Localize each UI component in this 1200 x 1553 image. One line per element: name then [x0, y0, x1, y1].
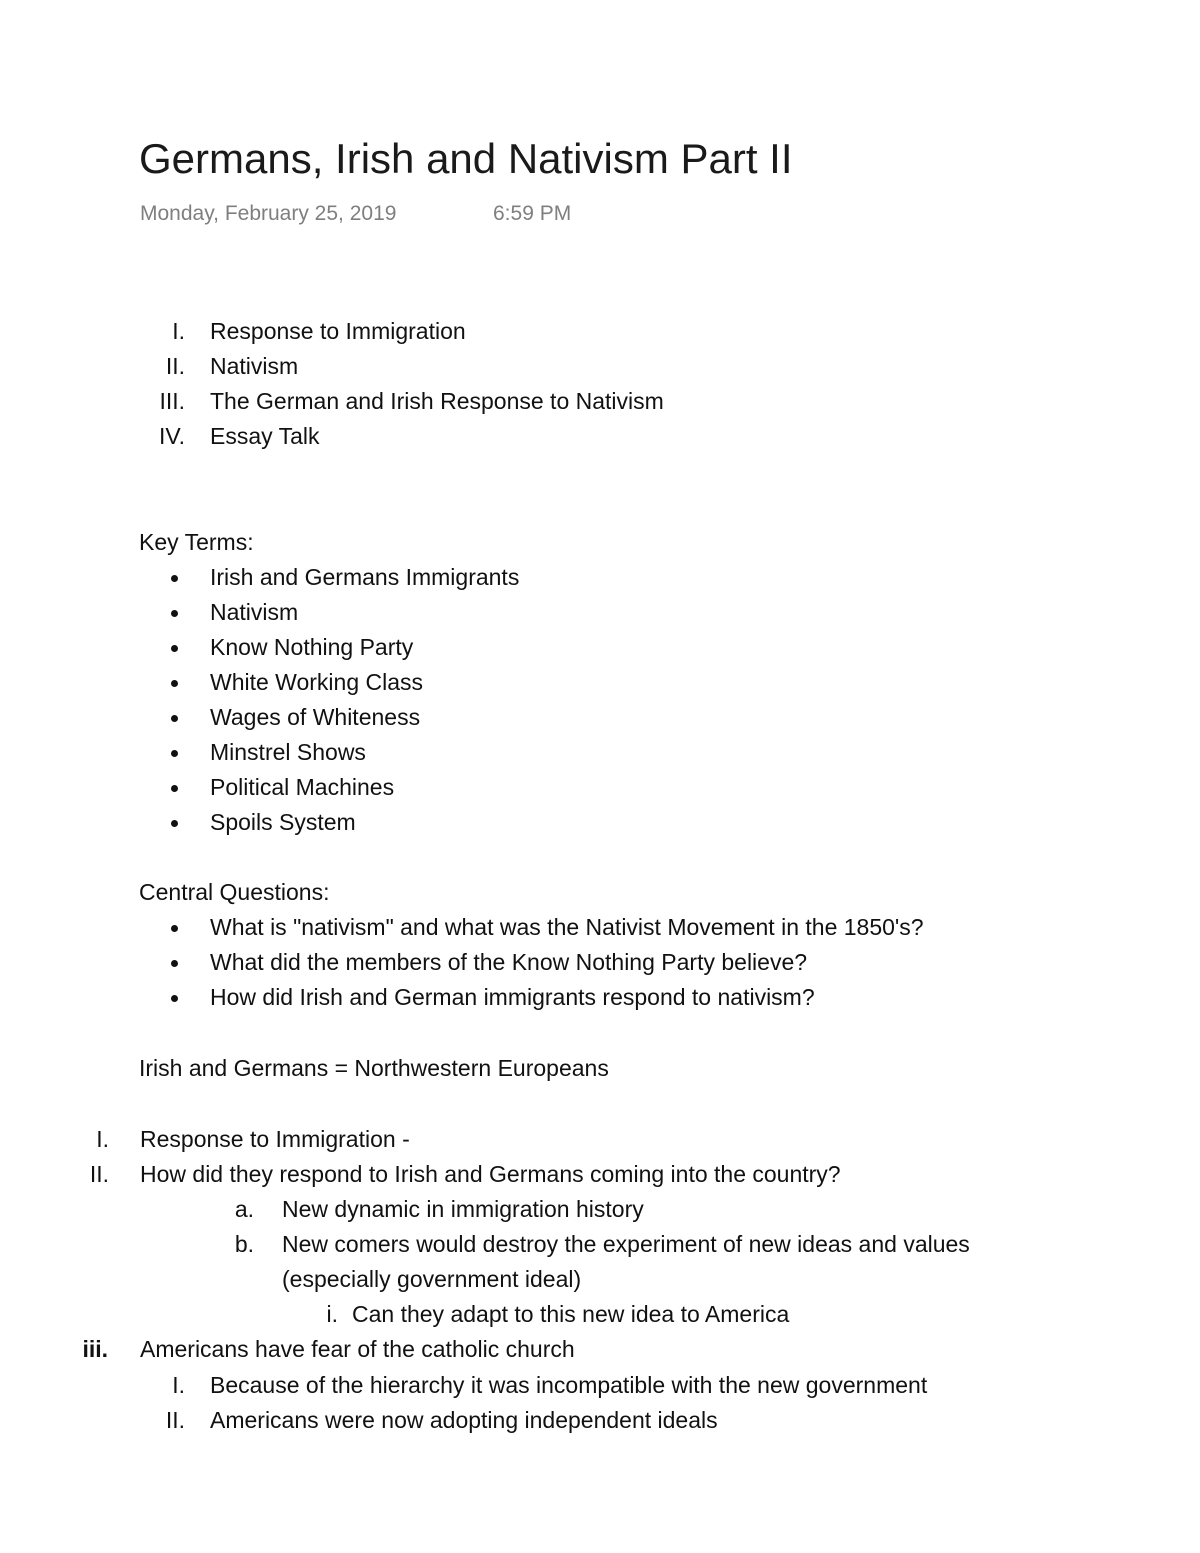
key-term-text: Wages of Whiteness: [210, 704, 421, 730]
key-term-text: Know Nothing Party: [210, 634, 414, 660]
note-marker: i.: [326, 1301, 338, 1327]
note-marker: a.: [234, 1196, 254, 1222]
question-text: What is "nativism" and what was the Nativist Movement in the 1850's?: [210, 914, 924, 940]
outline-text: Response to Immigration: [210, 318, 466, 344]
outline-marker: IV.: [158, 423, 185, 449]
page-date: Monday, February 25, 2019: [140, 202, 397, 225]
key-term-text: Minstrel Shows: [210, 739, 366, 765]
bullet-icon: [171, 820, 178, 827]
key-term-text: Irish and Germans Immigrants: [210, 564, 520, 590]
bullet-icon: [171, 750, 178, 757]
summary-line: Irish and Germans = Northwestern Europeans: [139, 1055, 609, 1081]
note-text: Response to Immigration -: [140, 1126, 410, 1152]
note-text: How did they respond to Irish and Germans coming into the country?: [140, 1161, 841, 1187]
bullet-icon: [171, 645, 178, 652]
note-marker: b.: [234, 1231, 254, 1257]
note-text: New dynamic in immigration history: [282, 1196, 644, 1222]
key-term-text: Political Machines: [210, 774, 395, 800]
note-marker: I.: [96, 1126, 109, 1152]
outline-marker: III.: [159, 388, 185, 414]
note-marker: II.: [165, 1407, 185, 1433]
central-questions-heading: Central Questions:: [139, 879, 330, 905]
bullet-icon: [171, 575, 178, 582]
key-term-text: Nativism: [210, 599, 299, 625]
question-text: What did the members of the Know Nothing Party believe?: [210, 949, 808, 975]
bullet-icon: [171, 925, 178, 932]
note-marker: II.: [89, 1161, 109, 1187]
outline-marker: I.: [172, 318, 185, 344]
key-term-text: White Working Class: [210, 669, 424, 695]
bullet-icon: [171, 960, 178, 967]
outline-text: Essay Talk: [210, 423, 320, 449]
page-time: 6:59 PM: [493, 202, 572, 225]
key-term-text: Spoils System: [210, 809, 356, 835]
note-text-continuation: (especially government ideal): [282, 1266, 582, 1292]
bullet-icon: [171, 680, 178, 687]
bullet-icon: [171, 785, 178, 792]
question-text: How did Irish and German immigrants respond to nativism?: [210, 984, 815, 1010]
page-title: Germans, Irish and Nativism Part II: [139, 135, 793, 182]
outline-text: Nativism: [210, 353, 299, 379]
note-text: Americans were now adopting independent ideals: [210, 1407, 718, 1433]
note-text: Because of the hierarchy it was incompatible with the new government: [210, 1372, 928, 1398]
note-text: Can they adapt to this new idea to America: [352, 1301, 790, 1327]
note-marker: I.: [172, 1372, 185, 1398]
note-marker: iii.: [82, 1336, 108, 1362]
bullet-icon: [171, 995, 178, 1002]
outline-marker: II.: [165, 353, 185, 379]
key-terms-heading: Key Terms:: [139, 529, 254, 555]
bullet-icon: [171, 610, 178, 617]
bullet-icon: [171, 715, 178, 722]
note-text: Americans have fear of the catholic church: [140, 1336, 575, 1362]
note-text: New comers would destroy the experiment of new ideas and values: [282, 1231, 970, 1257]
outline-text: The German and Irish Response to Nativism: [210, 388, 664, 414]
